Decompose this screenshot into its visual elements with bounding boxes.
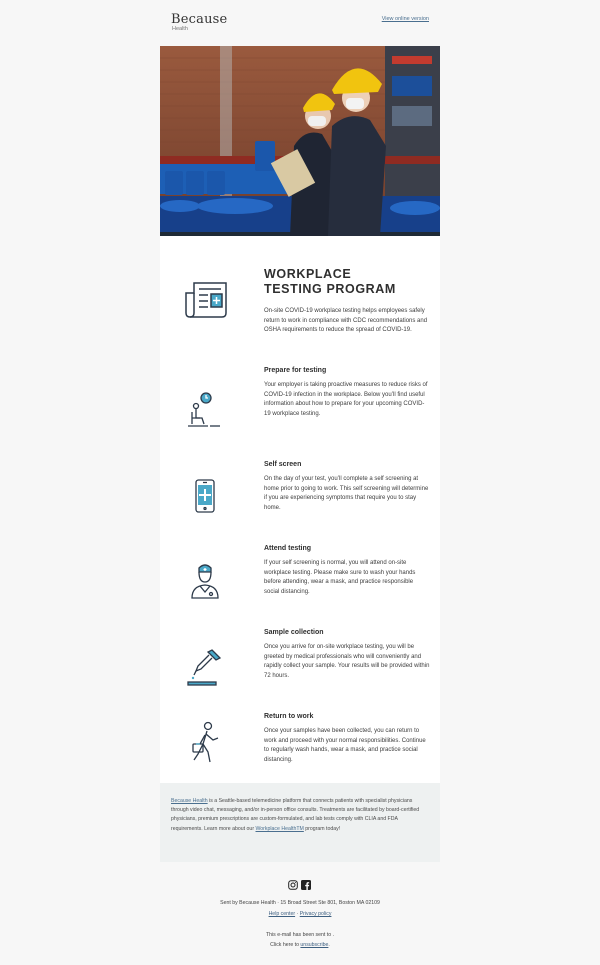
program-title-line1: WORKPLACE xyxy=(264,267,352,281)
newspaper-cross-icon xyxy=(180,273,236,329)
section-title: Return to work xyxy=(264,713,314,720)
dropper-icon xyxy=(178,638,234,694)
help-center-link[interactable]: Help center xyxy=(268,911,296,917)
privacy-policy-link[interactable]: Privacy policy xyxy=(299,911,332,917)
sender-address: Sent by Because Health · 15 Broad Street Ste 801, Boston MA 02109 xyxy=(220,900,380,906)
hero-image xyxy=(160,46,440,236)
phone-cross-icon xyxy=(178,470,234,526)
facebook-icon[interactable] xyxy=(301,877,311,895)
section-text: Once your samples have been collected, you can return to work and proceed with your normal responsibilities. Continue to regularly wash hands, wear a mask, and practice social distancing. xyxy=(264,728,426,763)
instagram-icon[interactable] xyxy=(288,877,298,895)
walking-briefcase-icon xyxy=(178,716,234,772)
unsubscribe-link[interactable]: unsubscribe xyxy=(300,942,329,948)
nurse-icon xyxy=(178,554,234,610)
social-links xyxy=(288,877,312,888)
intro-text: On-site COVID-19 workplace testing helps employees safely return to work in compliance with CDC recommendations and OSHA requirements to reduce the spread of COVID-19. xyxy=(264,308,428,334)
logo[interactable]: Because xyxy=(171,12,228,27)
section-text: Your employer is taking proactive measures to reduce risks of COVID-19 infection in the workplace. Below you’ll find useful information about how to prepare for your upcoming COVID-19 workplace testing. xyxy=(264,382,428,417)
email-card xyxy=(160,46,440,862)
workplace-health-link[interactable]: Workplace HealthTM xyxy=(255,825,304,832)
section-text: On the day of your test, you’ll complete a self screening at home prior to going to work. This self screening will determine if you are experiencing symptoms that require you to stay home. xyxy=(264,476,429,511)
about-box xyxy=(160,783,440,862)
about-text: Because Health is a Seattle-based telemedicine platform that connects patients with specialist physicians through video chat, messaging, and/or in-person office consults. Treatments are facilitated by board-certified physicians, premium prescriptions are custom-formulated, and lab tests comply with CLIA and FDA requirements. Learn more about our Workplace HealthTM program today! xyxy=(171,798,420,832)
section-title: Prepare for testing xyxy=(264,367,327,374)
waiting-clock-icon xyxy=(178,378,234,434)
section-text: Once you arrive for on-site workplace testing, you will be greeted by medical professionals who will conveniently and rapidly collect your sample. Your results will be provided within 72 hours. xyxy=(264,644,430,679)
section-text: If your self screening is normal, you will attend on-site workplace testing. Please make sure to wash your hands before attending, wear a mask, and practice responsible social distancing. xyxy=(264,560,416,595)
unsubscribe-line: Click here to unsubscribe. xyxy=(270,942,330,948)
because-health-link[interactable]: Because Health xyxy=(171,798,208,804)
section-title: Sample collection xyxy=(264,629,324,636)
sent-to-text: This e-mail has been sent to . xyxy=(265,932,335,938)
section-title: Attend testing xyxy=(264,545,312,552)
footer-links: Help center · Privacy policy xyxy=(268,911,332,917)
section-title: Self screen xyxy=(264,461,302,468)
logo-subtitle: Health xyxy=(172,26,188,32)
email-header xyxy=(171,12,429,36)
program-title-line2: TESTING PROGRAM xyxy=(264,282,396,296)
view-online-link[interactable]: View online version xyxy=(381,16,429,22)
